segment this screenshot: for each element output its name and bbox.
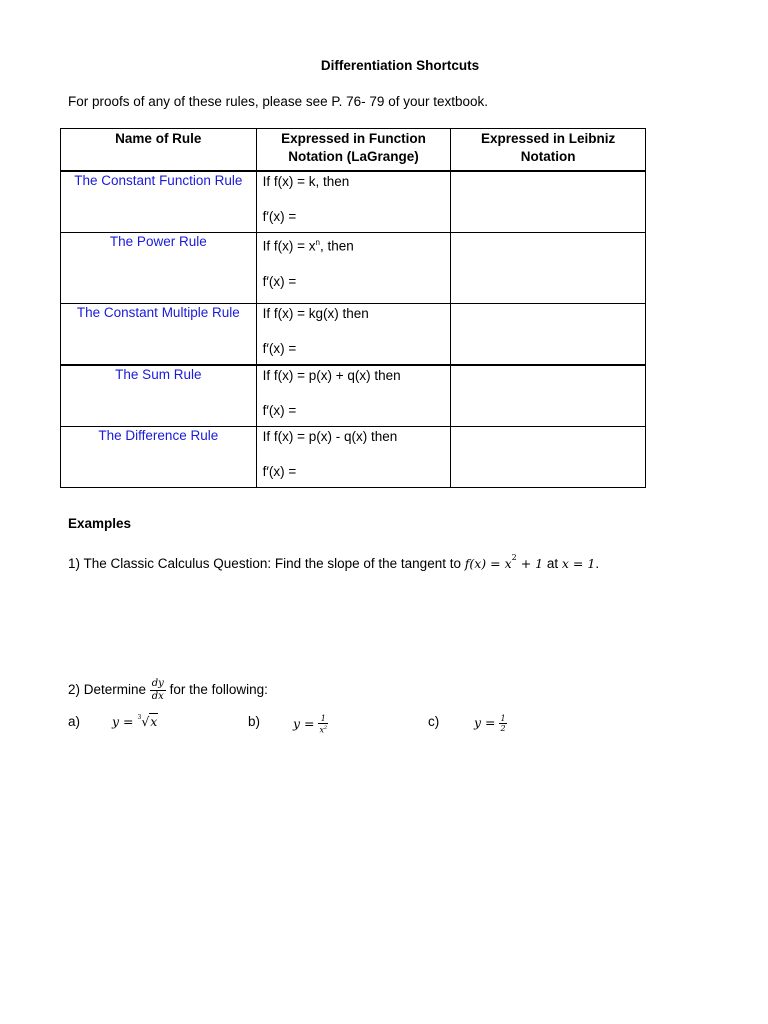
rule-function-notation: [256, 427, 451, 488]
fraction-denominator: dx: [151, 691, 164, 702]
part-c-lhs: y =: [474, 715, 500, 731]
denominator-exponent: 2: [324, 725, 328, 731]
part-b: [248, 714, 328, 735]
denominator-base: x: [319, 725, 324, 735]
header-name-of-rule: Name of Rule: [61, 129, 257, 172]
page-title: Differentiation Shortcuts: [320, 58, 480, 73]
leibniz-blank-cell: [451, 365, 646, 427]
question-2-suffix: for the following:: [165, 682, 268, 698]
header-leibniz-notation: Expressed in Leibniz Notation: [451, 129, 646, 172]
rule-name: The Power Rule: [61, 233, 257, 304]
part-a-expression: [112, 714, 158, 729]
function-rest: + 1: [516, 556, 544, 571]
part-a-label: a): [68, 714, 81, 729]
rule-if-text: If f(x) = p(x) + q(x) then: [262, 368, 401, 383]
rule-name: The Constant Function Rule: [61, 171, 257, 233]
rule-name: The Difference Rule: [61, 427, 257, 488]
table-row: [61, 365, 646, 427]
fraction-numerator: dy: [151, 678, 164, 689]
leibniz-blank-cell: [451, 304, 646, 366]
question-2-prefix: 2) Determine: [68, 682, 150, 698]
part-a: [68, 714, 158, 729]
exponent-n: n: [315, 238, 320, 247]
table-row: [61, 233, 646, 304]
fraction-numerator: 1: [500, 714, 506, 723]
radicand: x: [150, 714, 158, 729]
part-c: [428, 714, 506, 733]
function-lhs: f(x) = x: [464, 556, 512, 571]
function-exponent: 2: [511, 553, 517, 562]
examples-heading: Examples: [68, 516, 132, 531]
table-row: [61, 427, 646, 488]
table-row: [61, 304, 646, 366]
part-b-label: b): [248, 714, 261, 729]
question-2: [68, 678, 268, 703]
fraction-denominator: [318, 724, 328, 735]
rule-if-text: If f(x) = k, then: [262, 174, 350, 189]
leibniz-blank-cell: [451, 171, 646, 233]
fraction-denominator: 2: [500, 724, 506, 733]
part-c-label: c): [428, 714, 440, 729]
part-b-expression: [293, 714, 328, 735]
rule-if-text: If f(x) = p(x) - q(x) then: [262, 429, 398, 444]
part-b-lhs: y =: [293, 715, 319, 731]
question-1: [68, 553, 600, 571]
part-c-fraction: [499, 714, 506, 733]
rule-result-text: f′(x) =: [262, 403, 297, 418]
leibniz-blank-cell: [451, 233, 646, 304]
rule-function-notation: [256, 171, 451, 233]
question-1-function: [464, 553, 544, 571]
intro-text: For proofs of any of these rules, please see P. 76- 79 of your textbook.: [68, 94, 488, 109]
question-1-text: 1) The Classic Calculus Question: Find the slope of the tangent to: [68, 556, 465, 571]
rule-result-text: f′(x) =: [262, 209, 297, 224]
rule-if-suffix: , then: [319, 238, 354, 254]
rule-name: The Sum Rule: [61, 365, 257, 427]
dy-dx-fraction: [150, 678, 166, 703]
header-function-notation: Expressed in Function Notation (LaGrange): [256, 129, 451, 172]
cube-root: $^3$√x: [137, 714, 158, 729]
root-index: 3: [137, 714, 142, 721]
rule-result-text: f′(x) =: [262, 273, 297, 289]
rule-function-notation: [256, 233, 451, 304]
part-c-expression: [474, 714, 507, 733]
rules-table: [60, 128, 646, 488]
question-1-at: at: [543, 556, 562, 571]
question-1-x-value: x = 1: [561, 556, 596, 571]
rule-result-text: f′(x) =: [262, 341, 297, 356]
leibniz-blank-cell: [451, 427, 646, 488]
fraction-numerator: 1: [318, 714, 328, 724]
rule-function-notation: [256, 304, 451, 366]
table-header-row: [61, 129, 646, 172]
rule-function-notation: [256, 365, 451, 427]
rule-if-text: If f(x) = x: [262, 238, 316, 254]
rule-name: The Constant Multiple Rule: [61, 304, 257, 366]
table-row: [61, 171, 646, 233]
question-1-period: .: [595, 556, 600, 571]
rule-result-text: f′(x) =: [262, 464, 297, 479]
rule-if-text: If f(x) = kg(x) then: [262, 306, 369, 321]
part-b-fraction: [318, 714, 328, 735]
part-a-lhs: y =: [112, 714, 138, 729]
